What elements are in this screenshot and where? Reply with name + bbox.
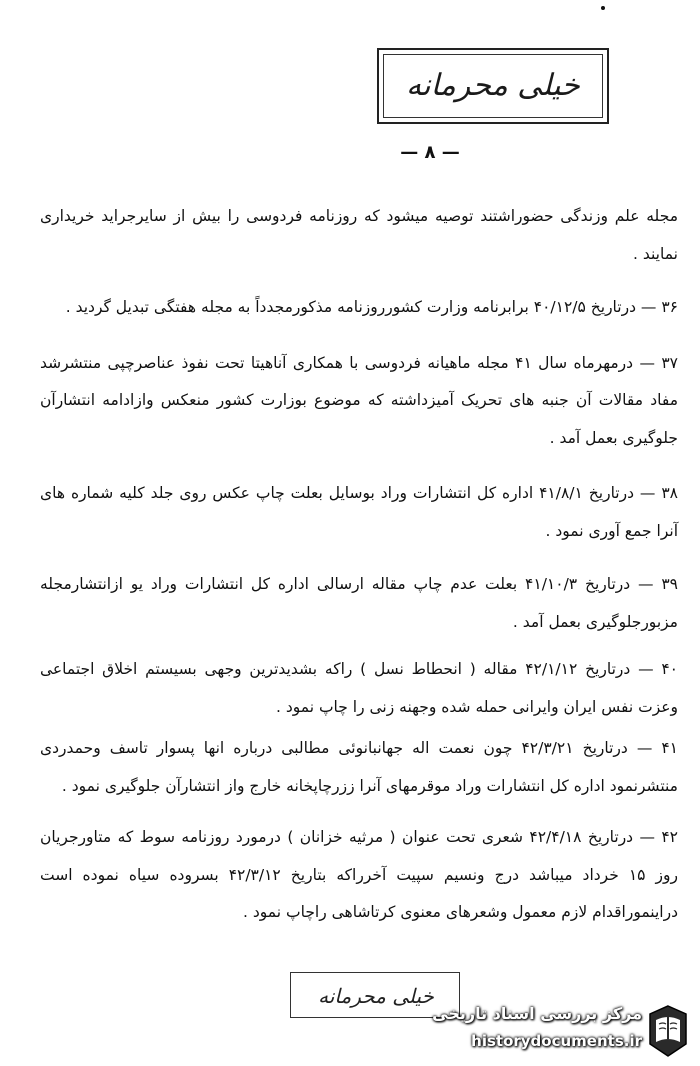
page-number: — ۸ — [400, 142, 460, 163]
book-emblem-icon [646, 1004, 690, 1058]
watermark-url: historydocuments.ir [471, 1032, 642, 1050]
classification-stamp-top [377, 48, 609, 124]
paragraph-40: ۴۰ — درتاریخ ۴۲/۱/۱۲ مقاله ( انحطاط نسل ) راکه بشدیدترین وجهی بسیستم اخلاق اجتماعی وعزت نفس ایران وایرانی حمله شده وجهنه زنی را چاپ نمود . [40, 660, 678, 716]
watermark-name: مرکز بررسی اسناد تاریخی [432, 1004, 642, 1023]
archive-watermark [424, 1000, 694, 1062]
paragraph-41: ۴۱ — درتاریخ ۴۲/۳/۲۱ چون نعمت اله جهانبانوئی مطالبی درباره انها پسوار تاسف وحمدردی منتشرنمود اداره کل انتشارات وراد موقرمهای آنرا ززرچاپخانه خارج واز انتشارآن جلوگیری نمود . [40, 739, 678, 795]
paragraph-intro: مجله علم وزندگی حضوراشتند توصیه میشود که روزنامه فردوسی را بیش از سایرجراید خریداری نمایند . [40, 207, 678, 263]
paragraph-42: ۴۲ — درتاریخ ۴۲/۴/۱۸ شعری تحت عنوان ( مرثیه خزانان ) درمورد روزنامه سوط که متاورجریان روز ۱۵ خرداد میباشد درج ونسیم سپیت آخرراکه بتاریخ ۴۲/۳/۱۲ بسروده سیاه نموده است دراینموراقدام لازم معمول وشعرهای معنوی کرتاشاهی راچاپ نمود . [40, 828, 678, 921]
ink-dot [601, 6, 605, 10]
classification-stamp-bottom-text: خیلی محرمانه [318, 984, 434, 1008]
paragraph-38: ۳۸ — درتاریخ ۴۱/۸/۱ اداره کل انتشارات وراد بوسایل بعلت چاپ عکس روی جلد کلیه شماره های آنرا جمع آوری نمود . [40, 484, 678, 540]
paragraph-37: ۳۷ — درمهرماه سال ۴۱ مجله ماهیانه فردوسی با همکاری آناهیتا تحت نفوذ عناصرچپی منتشرشد مفاد مقالات آن جنبه های تحریک آمیزداشته که موضوع بوزارت کشور منعکس وازادامه انتشارآن جلوگیری بعمل آمد . [40, 353, 679, 447]
paragraph-36: ۳۶ — درتاریخ ۴۰/۱۲/۵ برابرنامه وزارت کشورروزنامه مذکورمجدداً به مجله هفتگی تبدیل گردید . [65, 298, 678, 316]
paragraph-39: ۳۹ — درتاریخ ۴۱/۱۰/۳ بعلت عدم چاپ مقاله ارسالی اداره کل انتشارات وراد یو ازانتشارمجله مزبورجلوگیری بعمل آمد . [40, 575, 678, 631]
classification-stamp-text: خیلی محرمانه [406, 68, 580, 103]
document-body [40, 198, 678, 932]
